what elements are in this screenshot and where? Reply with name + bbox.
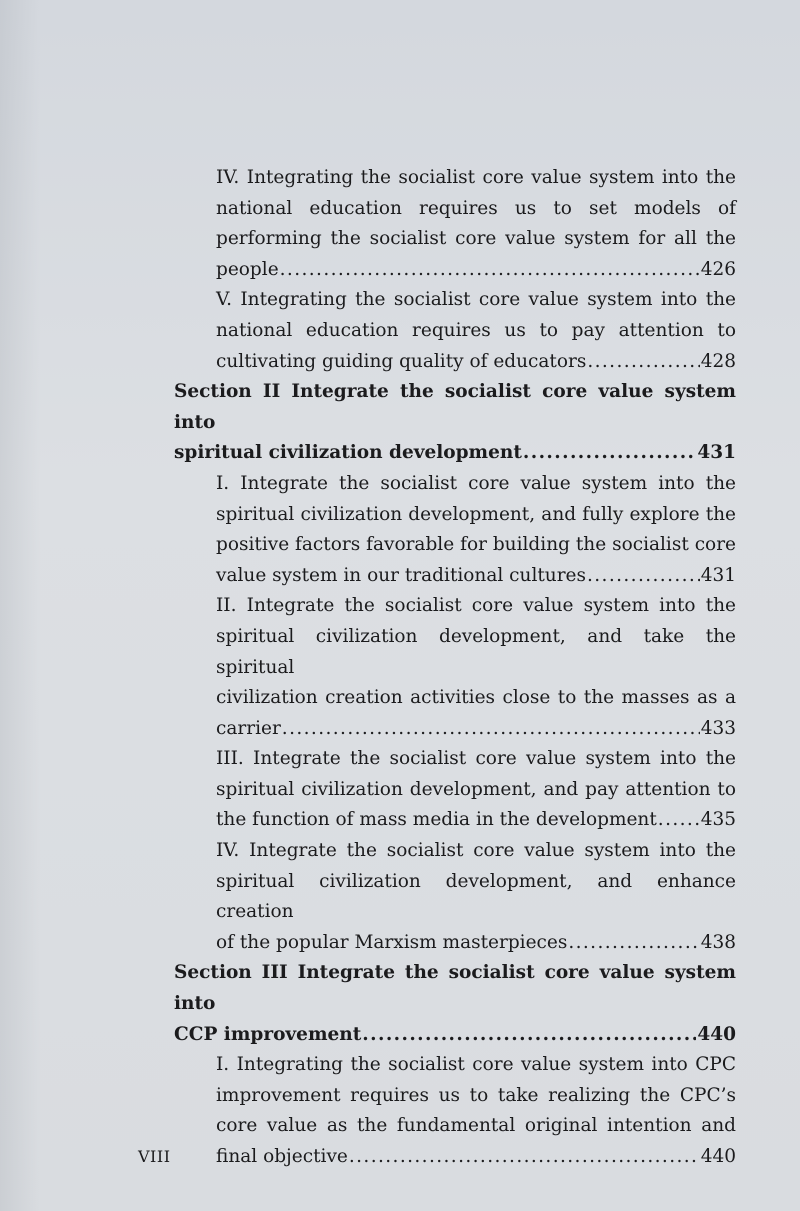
toc-entry-text: the function of mass media in the development <box>216 809 657 831</box>
toc-entry-line: IV. Integrating the socialist core value system into the <box>216 167 736 188</box>
toc-entry-line: positive factors favorable for building the socialist core <box>216 534 736 556</box>
toc-section-entry[interactable] <box>174 377 736 469</box>
table-of-contents <box>174 163 736 1173</box>
toc-section-last-line <box>174 438 736 469</box>
dot-leader <box>587 561 700 592</box>
dot-leader <box>523 438 696 469</box>
toc-section-line: Section II Integrate the socialist core value system into <box>174 381 736 433</box>
toc-page-number: 438 <box>700 931 736 953</box>
toc-entry-line: I. Integrate the socialist core value system into the <box>216 472 736 494</box>
toc-entry[interactable] <box>216 591 736 744</box>
toc-entry-line: spiritual civilization development, and enhance creation <box>216 870 736 923</box>
toc-page-number: 428 <box>700 350 736 372</box>
toc-section-entry[interactable] <box>174 958 736 1050</box>
toc-section-last-line <box>174 1020 736 1051</box>
toc-entry-line: II. Integrate the socialist core value system into the <box>216 595 736 617</box>
toc-page-number: 431 <box>697 442 736 464</box>
toc-page-number: 433 <box>700 717 736 739</box>
toc-page-number: 426 <box>700 258 736 280</box>
toc-entry-line: civilization creation activities close to the masses as a <box>216 687 736 709</box>
toc-entry-line: core value as the fundamental original intention and <box>216 1115 736 1137</box>
toc-entry-text: carrier <box>216 717 281 739</box>
dot-leader <box>587 347 699 378</box>
dot-leader <box>349 1142 700 1173</box>
toc-entry-line: national education requires us to pay attention to <box>216 319 736 341</box>
toc-entry-last-line <box>216 347 736 378</box>
toc-entry[interactable] <box>216 836 736 958</box>
toc-entry-last-line <box>216 561 736 592</box>
toc-entry-line: spiritual civilization development, and take the spiritual <box>216 625 736 678</box>
toc-page-number: 435 <box>700 809 736 831</box>
toc-entry-text: cultivating guiding quality of educators <box>216 350 587 372</box>
toc-entry[interactable] <box>216 163 736 285</box>
page-edge-shadow <box>0 0 40 1211</box>
toc-entry-text: people <box>216 258 279 280</box>
toc-entry-text: of the popular Marxism masterpieces <box>216 931 568 953</box>
page-number-footer: VIII <box>138 1147 171 1166</box>
toc-entry[interactable] <box>216 469 736 591</box>
dot-leader <box>362 1020 696 1051</box>
toc-entry[interactable] <box>216 285 736 377</box>
toc-entry-line: spiritual civilization development, and pay attention to <box>216 778 736 800</box>
toc-entry[interactable] <box>216 744 736 836</box>
toc-entry-text: value system in our traditional cultures <box>216 564 586 586</box>
toc-entry-line: performing the socialist core value system for all the <box>216 228 736 250</box>
toc-entry-last-line <box>216 1142 736 1173</box>
dot-leader <box>658 805 700 836</box>
toc-page-number: 440 <box>697 1023 736 1045</box>
toc-entry-last-line <box>216 805 736 836</box>
toc-entry-line: IV. Integrate the socialist core value system into the <box>216 840 736 862</box>
toc-entry-last-line <box>216 255 736 286</box>
toc-entry-text: final objective <box>216 1146 348 1167</box>
toc-page-number: 431 <box>700 564 736 586</box>
toc-entry-last-line <box>216 714 736 745</box>
toc-entry-line: spiritual civilization development, and fully explore the <box>216 503 736 525</box>
toc-section-text: spiritual civilization development <box>174 442 522 464</box>
toc-section-line: Section III Integrate the socialist core value system into <box>174 962 736 1015</box>
dot-leader <box>568 928 699 959</box>
toc-entry[interactable] <box>216 1050 736 1172</box>
toc-entry-line: national education requires us to set models of <box>216 197 736 219</box>
toc-entry-line: III. Integrate the socialist core value system into the <box>216 748 736 770</box>
toc-entry-last-line <box>216 928 736 959</box>
toc-entry-line: V. Integrating the socialist core value system into the <box>216 289 736 311</box>
toc-entry-line: I. Integrating the socialist core value system into CPC <box>216 1054 736 1076</box>
toc-entry-line: improvement requires us to take realizing the CPC’s <box>216 1084 736 1106</box>
dot-leader <box>282 714 700 745</box>
dot-leader <box>280 255 700 286</box>
toc-section-text: CCP improvement <box>174 1023 362 1045</box>
toc-page-number: 440 <box>700 1146 736 1167</box>
